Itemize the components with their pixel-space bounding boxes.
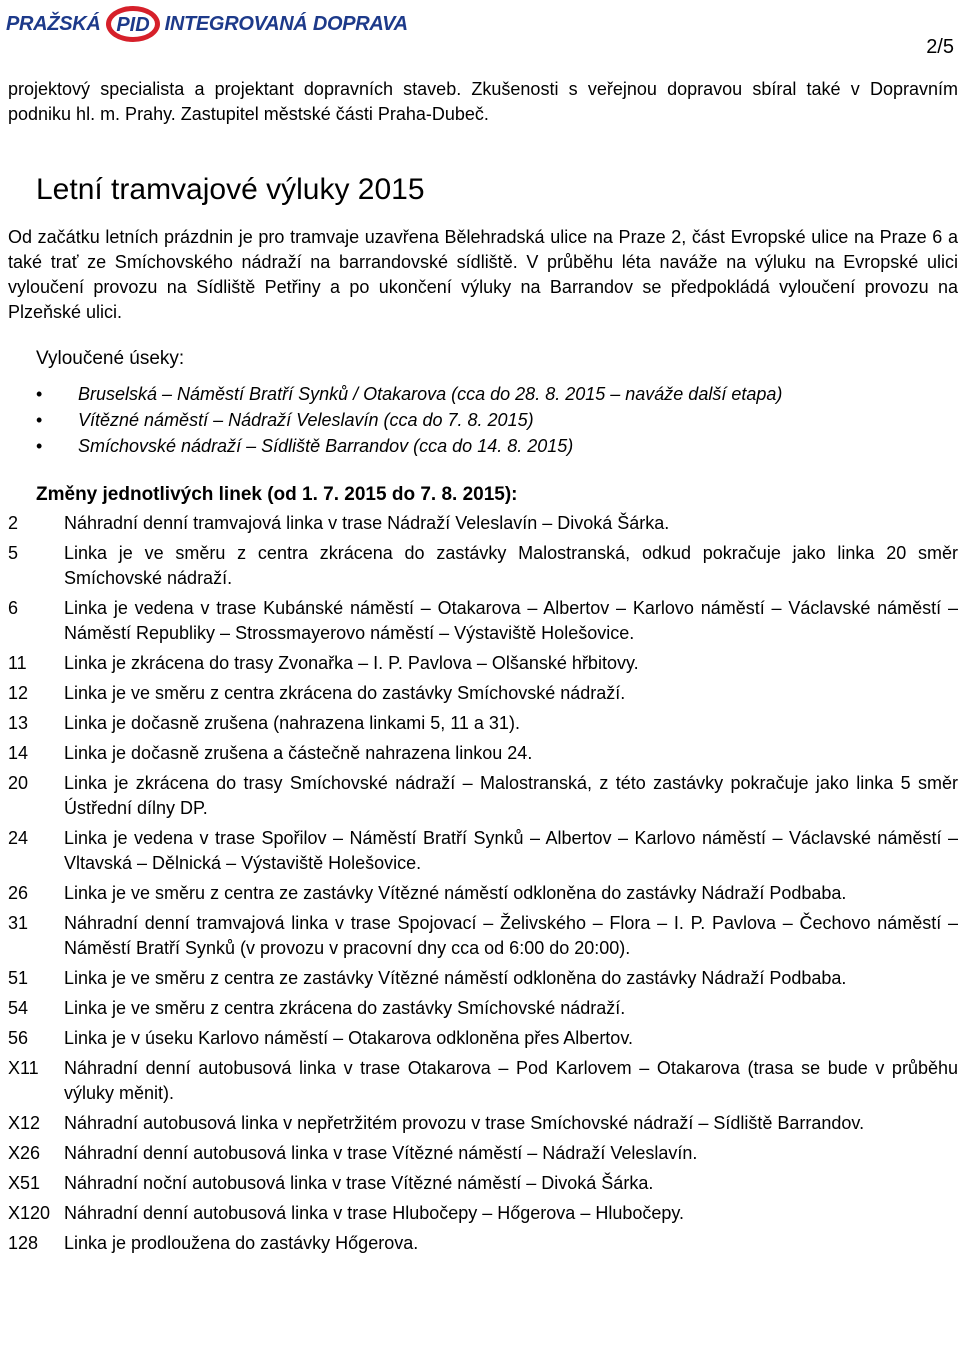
bullet-icon: • xyxy=(36,436,43,456)
line-number: X26 xyxy=(8,1143,41,1163)
line-description: Náhradní denní autobusová linka v trase Vítězné náměstí – Nádraží Veleslavín. xyxy=(64,1143,698,1163)
pid-logo-mark-icon xyxy=(104,4,162,44)
line-item xyxy=(8,651,958,676)
line-item xyxy=(8,541,958,591)
line-item xyxy=(8,1201,958,1226)
line-item xyxy=(8,1056,958,1106)
line-number: 12 xyxy=(8,683,29,703)
line-item xyxy=(8,711,958,736)
line-item xyxy=(8,1141,958,1166)
line-item xyxy=(8,771,958,821)
line-item xyxy=(8,881,958,906)
line-description: Linka je ve směru z centra ze zastávky Vítězné náměstí odkloněna do zastávky Nádraží Podbaba. xyxy=(64,968,847,988)
line-list xyxy=(8,511,958,1256)
line-description: Náhradní autobusová linka v nepřetržitém provozu v trase Smíchovské nádraží – Sídliště Barrandov. xyxy=(64,1113,865,1133)
line-number: 56 xyxy=(8,1028,29,1048)
line-number: 14 xyxy=(8,743,29,763)
article-body-block xyxy=(8,225,958,325)
line-number: 51 xyxy=(8,968,29,988)
changes-block xyxy=(8,483,958,1256)
changes-heading: Změny jednotlivých linek (od 1. 7. 2015 do 7. 8. 2015): xyxy=(36,484,518,505)
line-item xyxy=(8,996,958,1021)
line-number: 54 xyxy=(8,998,29,1018)
line-number: 11 xyxy=(8,653,27,673)
logo-mark-text: PID xyxy=(115,14,150,36)
line-item xyxy=(8,596,958,646)
line-description: Náhradní denní tramvajová linka v trase Spojovací – Želivského – Flora – I. P. Pavlova – Čechovo náměstí – Náměstí Bratří Synků (v provozu v pracovní dny cca od 6:00 do 20:00). xyxy=(64,913,958,958)
line-description: Linka je v úseku Karlovo náměstí – Otakarova odkloněna přes Albertov. xyxy=(64,1028,633,1048)
line-description: Linka je zkrácena do trasy Zvonařka – I. P. Pavlova – Olšanské hřbitovy. xyxy=(64,653,639,673)
line-description: Linka je dočasně zrušena (nahrazena linkami 5, 11 a 31). xyxy=(64,713,520,733)
line-number: X11 xyxy=(8,1058,39,1078)
article-body: Od začátku letních prázdnin je pro tramvaje uzavřena Bělehradská ulice na Praze 2, část Evropské ulice na Praze 6 a také trať ze Smíchovského nádraží na barrandovské sídliště. V průběhu léta naváže na výluku na Evropské ulici vyloučení provozu na Sídliště Petřiny a po ukončení výluky na Barrandov se předpokládá vyloučení provozu na Plzeňské ulici. xyxy=(8,227,958,322)
line-description: Linka je vedena v trase Spořilov – Náměstí Bratří Synků – Albertov – Karlovo náměstí – Václavské náměstí – Vltavská – Dělnická – Výstaviště Holešovice. xyxy=(64,828,958,873)
line-number: 20 xyxy=(8,773,29,793)
line-item xyxy=(8,741,958,766)
line-number: X120 xyxy=(8,1203,51,1223)
sections-heading: Vyloučené úseky: xyxy=(36,348,185,369)
pid-logo xyxy=(6,2,408,46)
bullet-icon: • xyxy=(36,384,43,404)
line-number: 26 xyxy=(8,883,29,903)
line-description: Linka je ve směru z centra zkrácena do zastávky Malostranská, odkud pokračuje jako linka 20 směr Smíchovské nádraží. xyxy=(64,543,958,588)
line-number: 5 xyxy=(8,543,19,563)
logo-text-left: PRAŽSKÁ xyxy=(6,12,101,35)
line-number: 2 xyxy=(8,513,19,533)
line-item xyxy=(8,826,958,876)
line-item xyxy=(8,511,958,536)
line-description: Náhradní denní autobusová linka v trase Otakarova – Pod Karlovem – Otakarova (trasa se bude v průběhu výluky měnit). xyxy=(64,1058,958,1103)
section-item: • Vítězné náměstí – Nádraží Veleslavín (cca do 7. 8. 2015) xyxy=(8,407,958,433)
article-title: Letní tramvajové výluky 2015 xyxy=(36,173,425,206)
document-content xyxy=(8,77,958,1253)
line-description: Linka je zkrácena do trasy Smíchovské nádraží – Malostranská, z této zastávky pokračuje jako linka 5 směr Ústřední dílny DP. xyxy=(64,773,958,818)
line-description: Linka je prodloužena do zastávky Hőgerova. xyxy=(64,1233,419,1253)
line-item xyxy=(8,681,958,706)
line-description: Náhradní denní tramvajová linka v trase Nádraží Veleslavín – Divoká Šárka. xyxy=(64,513,670,533)
bullet-icon: • xyxy=(36,410,43,430)
sections-list xyxy=(8,381,958,459)
page-number: 2/5 xyxy=(926,36,954,58)
line-number: X12 xyxy=(8,1113,41,1133)
line-description: Náhradní noční autobusová linka v trase Vítězné náměstí – Divoká Šárka. xyxy=(64,1173,654,1193)
line-description: Linka je vedena v trase Kubánské náměstí – Otakarova – Albertov – Karlovo náměstí – Václavské náměstí – Náměstí Republiky – Strossmayerovo náměstí – Výstaviště Holešovice. xyxy=(64,598,958,643)
line-description: Linka je ve směru z centra zkrácena do zastávky Smíchovské nádraží. xyxy=(64,998,626,1018)
section-item: • Bruselská – Náměstí Bratří Synků / Otakarova (cca do 28. 8. 2015 – naváže další etapa) xyxy=(8,381,958,407)
line-item xyxy=(8,1111,958,1136)
page-header xyxy=(0,0,960,58)
line-number: 13 xyxy=(8,713,29,733)
line-item xyxy=(8,966,958,991)
line-description: Náhradní denní autobusová linka v trase Hlubočepy – Hőgerova – Hlubočepy. xyxy=(64,1203,685,1223)
section-item: • Smíchovské nádraží – Sídliště Barrandov (cca do 14. 8. 2015) xyxy=(8,433,958,459)
line-number: 31 xyxy=(8,913,29,933)
logo-text-right: INTEGROVANÁ DOPRAVA xyxy=(164,12,408,35)
line-number: X51 xyxy=(8,1173,41,1193)
line-number: 128 xyxy=(8,1233,39,1253)
line-description: Linka je dočasně zrušena a částečně nahrazena linkou 24. xyxy=(64,743,533,763)
line-item xyxy=(8,911,958,961)
intro-paragraph: projektový specialista a projektant dopravních staveb. Zkušenosti s veřejnou dopravou sbíral také v Dopravním podniku hl. m. Prahy. Zastupitel městské části Praha-Dubeč. xyxy=(8,79,958,124)
line-item xyxy=(8,1026,958,1051)
line-description: Linka je ve směru z centra ze zastávky Vítězné náměstí odkloněna do zastávky Nádraží Podbaba. xyxy=(64,883,847,903)
line-item xyxy=(8,1231,958,1256)
line-item xyxy=(8,1171,958,1196)
line-number: 6 xyxy=(8,598,19,618)
line-description: Linka je ve směru z centra zkrácena do zastávky Smíchovské nádraží. xyxy=(64,683,626,703)
line-number: 24 xyxy=(8,828,29,848)
sections-block xyxy=(8,347,958,459)
